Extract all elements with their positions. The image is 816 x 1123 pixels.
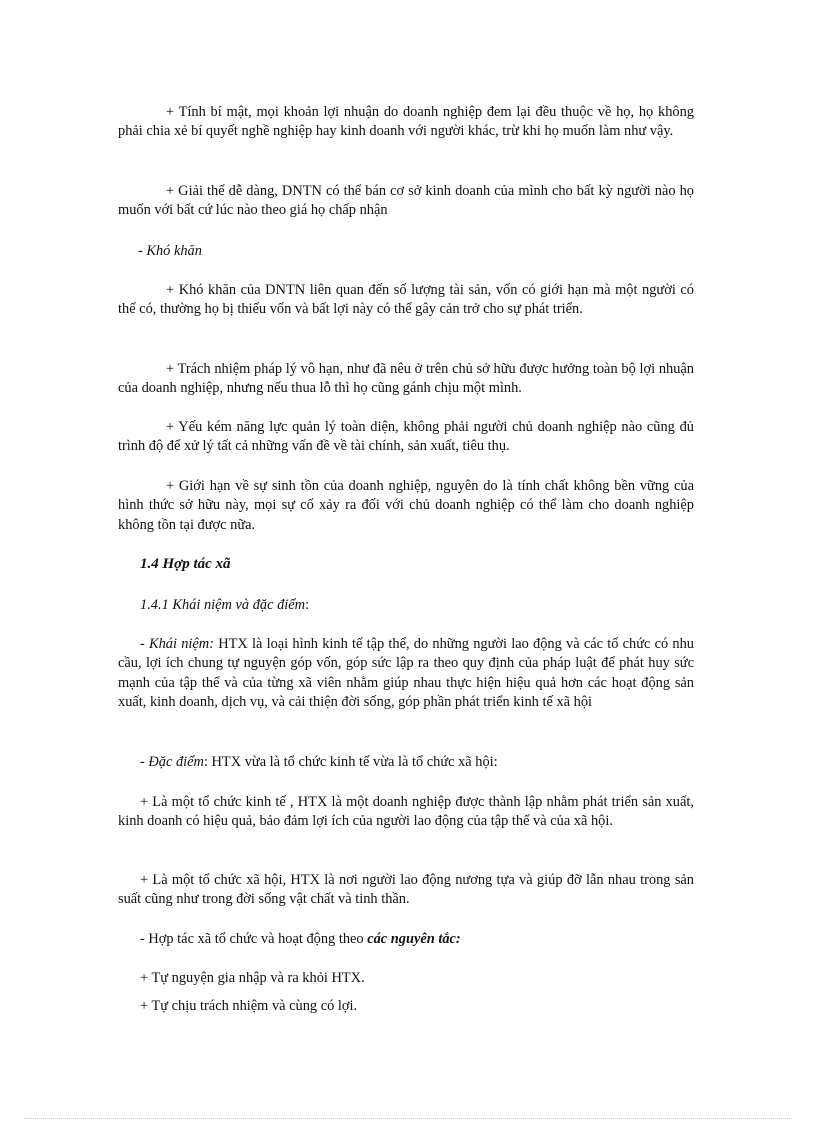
feature-item-social: + Là một tổ chức xã hội, HTX là nơi người lao động nương tựa và giúp đỡ lẫn nhau trong sản suất cũng như trong đời sống vật chất và tinh thần. [118, 872, 694, 908]
principles-intro-italic: các nguyên tắc: [367, 931, 461, 947]
principle-item-responsibility: + Tự chịu trách nhiệm và cùng có lợi. [140, 998, 358, 1014]
concept-text: HTX là loại hình kinh tế tập thể, do những người lao động và các tổ chức có nhu cầu, lợi ích chung tự nguyện góp vốn, góp sức lập ra theo quy định của pháp luật để phát huy sức mạnh của tập thể và của từng xã viên nhằm giúp nhau thực hiện hiệu quả hơn các hoạt động sản xuất, kinh doanh, dịch vụ, và cải thiện đời sống, góp phần phát triển kinh tế xã hội [118, 636, 694, 711]
subheading-colon: : [305, 597, 310, 613]
paragraph-features [118, 753, 694, 772]
paragraph-concept [118, 635, 694, 713]
paragraph-unlimited-liability: + Trách nhiệm pháp lý vô hạn, như đã nêu ở trên chủ sở hữu được hưởng toàn bộ lợi nhuận của doanh nghiệp, nhưng nếu thua lỗ thì họ cũng gánh chịu một mình. [118, 361, 694, 397]
paragraph-secrecy: + Tính bí mật, mọi khoản lợi nhuận do doanh nghiệp đem lại đều thuộc về họ, họ không phải chia xẻ bí quyết nghề nghiệp hay kinh doanh với người khác, trừ khi họ muốn làm như vậy. [118, 104, 694, 140]
feature-item-economic: + Là một tổ chức kinh tế , HTX là một doanh nghiệp được thành lập nhằm phát triển sản xuất, kinh doanh có hiệu quả, bảo đảm lợi ích của người lao động của tập thể và của xã hội. [118, 794, 694, 830]
paragraph-capital-limit: + Khó khăn của DNTN liên quan đến số lượng tài sản, vốn có giới hạn mà một người có thể có, thường họ bị thiếu vốn và bất lợi này có thể gây cản trở cho sự phát triển. [118, 282, 694, 318]
paragraph-dissolution: + Giải thể dễ dàng, DNTN có thể bán cơ sở kinh doanh của mình cho bất kỳ người nào họ muốn với bất cứ lúc nào theo giá họ chấp nhận [118, 183, 694, 219]
section-heading: 1.4 Hợp tác xã [140, 556, 231, 572]
principles-intro-text: - Hợp tác xã tổ chức và hoạt động theo [140, 931, 368, 947]
section-subheading [140, 597, 309, 614]
subheading-text: 1.4.1 Khái niệm và đặc điểm [140, 597, 306, 613]
concept-label: - Khái niệm: [140, 636, 214, 652]
paragraph-survival-limit: + Giới hạn về sự sinh tồn của doanh nghiệp, nguyên do là tính chất không bền vững của hình thức sở hữu này, mọi sự cố xảy ra đối với chủ doanh nghiệp có thể làm cho doanh nghiệp không tồn tại được nữa. [118, 478, 694, 533]
features-label: - Đặc điểm [140, 754, 204, 770]
paragraph-management-weakness: + Yếu kém năng lực quản lý toàn diện, không phải người chủ doanh nghiệp nào cũng đủ trình độ để xử lý tất cả những vấn đề về tài chính, sản xuất, tiêu thụ. [118, 419, 694, 455]
principle-item-voluntary: + Tự nguyện gia nhập và ra khỏi HTX. [140, 970, 365, 986]
paragraph-principles-intro [118, 930, 694, 949]
features-text: : HTX vừa là tổ chức kinh tế vừa là tổ chức xã hội: [203, 754, 498, 770]
page-bottom-divider [24, 1118, 792, 1119]
difficulties-label: - Khó khăn [138, 243, 202, 259]
